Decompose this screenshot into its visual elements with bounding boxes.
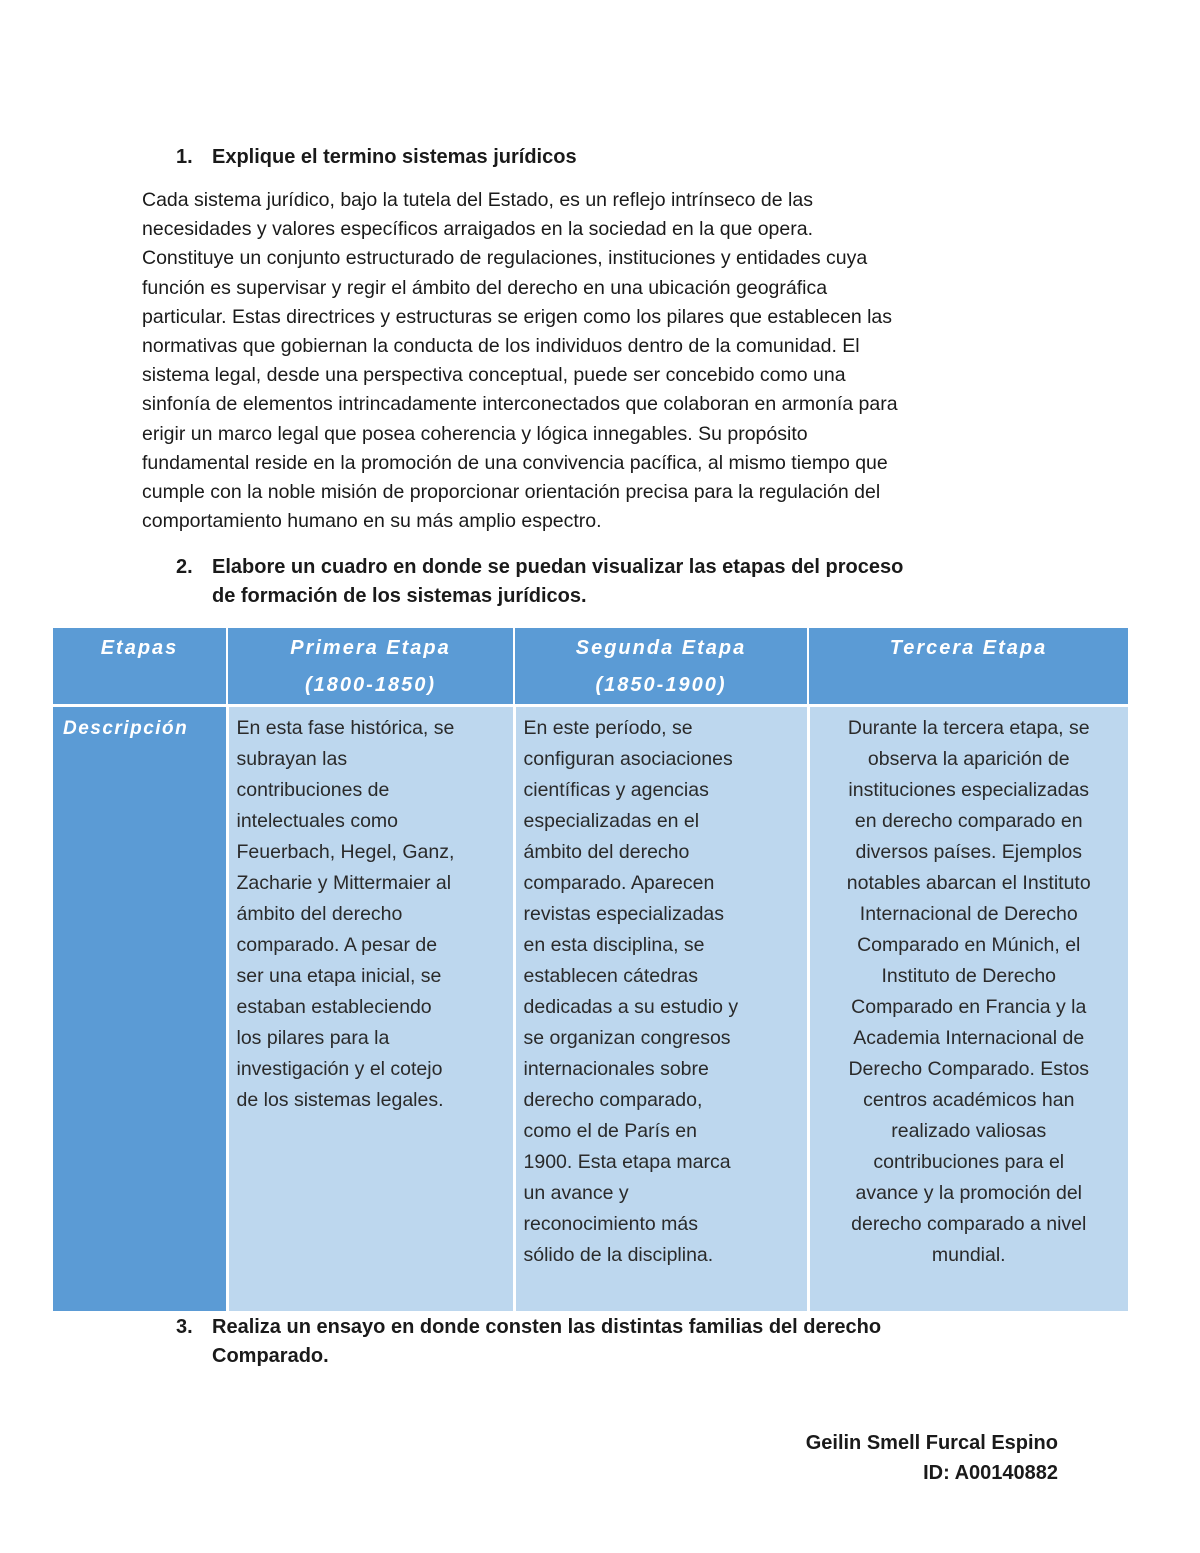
answer-1-paragraph: Cada sistema jurídico, bajo la tutela del Estado, es un reflejo intrínseco de las necesidades y valores específicos arraigados en la sociedad en la que opera. Constituye un conjunto estructurado de regulaciones, instituciones y entidades cuya función es supervisar y regir el ámbito del derecho en una ubicación geográfica particular. Estas directrices y estructuras se erigen como los pilares que establecen las normativas que gobiernan la conducta de los individuos dentro de la comunidad. El sistema legal, desde una perspectiva conceptual, puede ser concebido como una sinfonía de elementos intrincadamente interconectados que colaboran en armonía para erigir un marco legal que posea coherencia y lógica innegables. Su propósito fundamental reside en la promoción de una convivencia pacífica, al mismo tiempo que cumple con la noble misión de proporcionar orientación precisa para la regulación del comportamiento humano en su más amplio espectro. — [142, 189, 898, 533]
cell-tercera-etapa: Durante la tercera etapa, se observa la aparición de instituciones especializadas en derecho comparado en diversos países. Ejemplos notables abarcan el Instituto Internacional de Derecho Comparado en Múnich, el Instituto de Derecho Comparado en Francia y la Academia Internacional de Derecho Comparado. Estos centros académicos han realizado valiosas contribuciones para el avance y la promoción del derecho comparado a nivel mundial. — [808, 706, 1128, 1312]
author-id: ID: A00140882 — [923, 1462, 1058, 1484]
question-3-text: Realiza un ensayo en donde consten las distintas familias del derecho Comparado. — [212, 1316, 882, 1367]
header-segunda-etapa: Segunda Etapa (1850-1900) — [514, 628, 808, 706]
header-etapas: Etapas — [53, 628, 227, 706]
table-row — [53, 706, 1128, 1312]
row-label-descripcion: Descripción — [53, 706, 227, 1312]
question-1-number: 1. — [176, 146, 193, 168]
question-3 — [176, 1313, 1076, 1373]
cell-primera-etapa: En esta fase histórica, se subrayan las contribuciones de intelectuales como Feuerbach, Hegel, Ganz, Zacharie y Mittermaier al ámbito del derecho comparado. A pesar de ser una etapa inicial, se estaban estableciendo los pilares para la investigación y el cotejo de los sistemas legales. — [227, 706, 514, 1312]
stages-table — [53, 628, 1128, 1311]
question-2-text: Elabore un cuadro en donde se puedan visualizar las etapas del proceso de formación de los sistemas jurídicos. — [212, 556, 904, 607]
header-primera-etapa: Primera Etapa (1800-1850) — [227, 628, 514, 706]
cell-segunda-etapa: En este período, se configuran asociaciones científicas y agencias especializadas en el ámbito del derecho comparado. Aparecen revistas especializadas en esta disciplina, se establecen cátedras dedicadas a su estudio y se organizan congresos internacionales sobre derecho comparado, como el de París en 1900. Esta etapa marca un avance y reconocimiento más sólido de la disciplina. — [514, 706, 808, 1312]
question-1-text: Explique el termino sistemas jurídicos — [212, 146, 577, 168]
question-1 — [176, 143, 1076, 173]
question-3-number: 3. — [176, 1316, 193, 1338]
table-header-row — [53, 628, 1128, 706]
question-2 — [176, 553, 1076, 613]
question-2-number: 2. — [176, 556, 193, 578]
author-block — [806, 1428, 1058, 1488]
header-tercera-etapa: Tercera Etapa — [808, 628, 1128, 706]
author-name: Geilin Smell Furcal Espino — [805, 1432, 1058, 1454]
